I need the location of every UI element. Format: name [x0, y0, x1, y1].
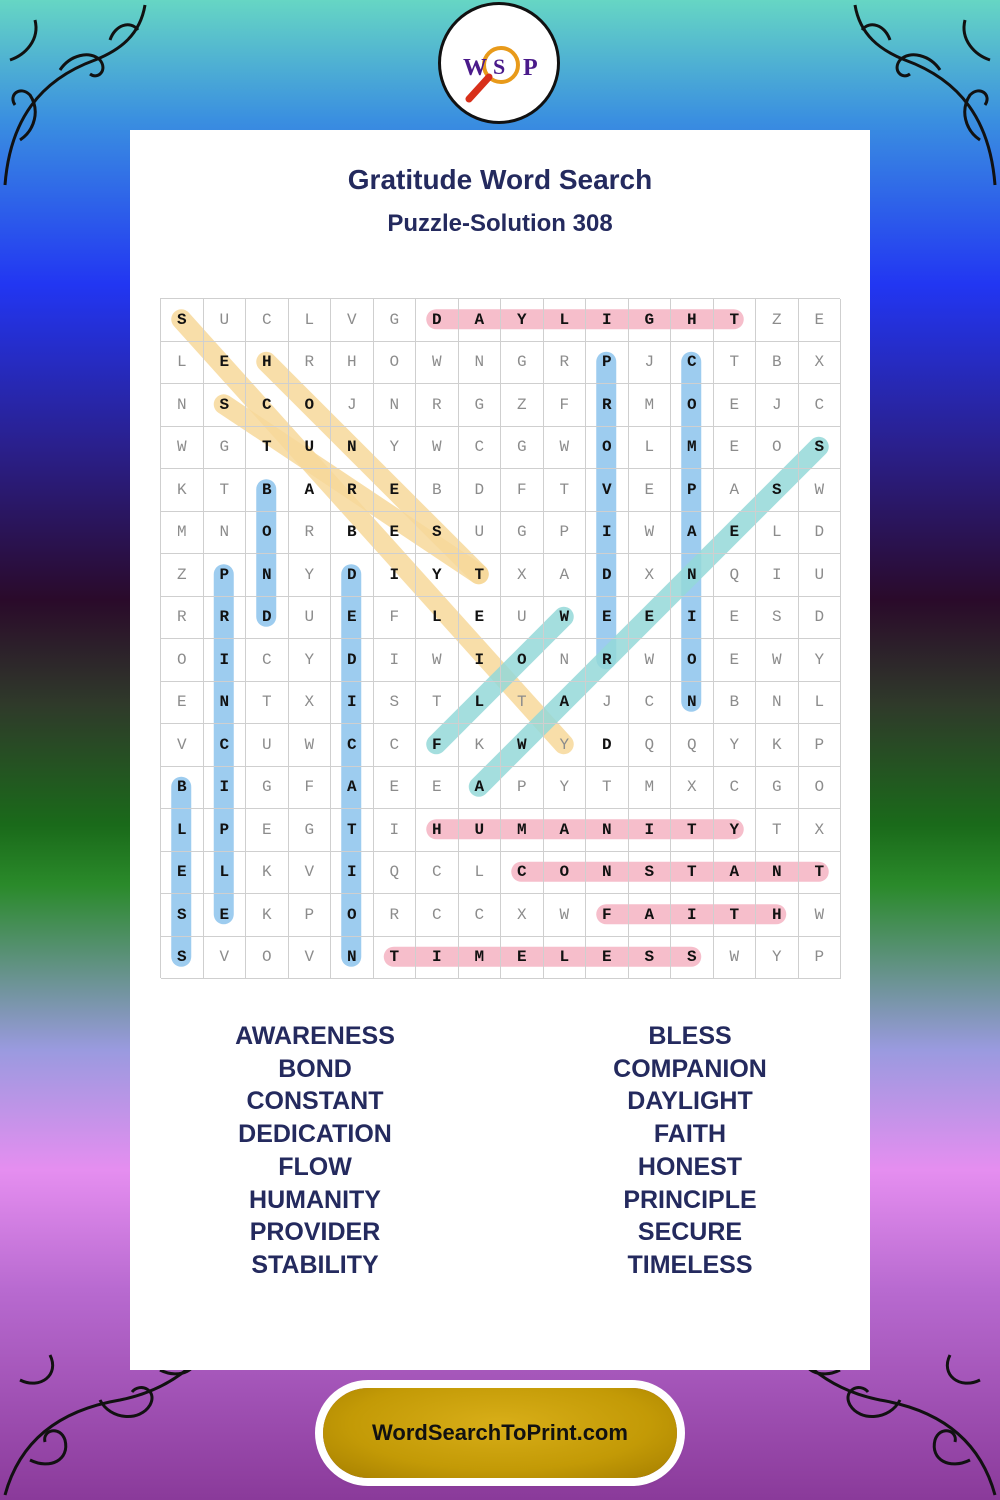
grid-cell[interactable]: N [586, 852, 629, 895]
grid-cell[interactable]: C [331, 724, 374, 767]
grid-cell[interactable]: R [204, 597, 247, 640]
grid-cell[interactable]: T [374, 937, 417, 980]
grid-cell[interactable]: Z [161, 554, 204, 597]
grid-cell[interactable]: K [161, 469, 204, 512]
grid-cell[interactable]: O [501, 639, 544, 682]
grid-cell[interactable]: E [714, 597, 757, 640]
grid-cell[interactable]: A [629, 894, 672, 937]
grid-cell[interactable]: N [246, 554, 289, 597]
grid-cell[interactable]: H [246, 342, 289, 385]
grid-cell[interactable]: N [331, 937, 374, 980]
grid-cell[interactable]: B [756, 342, 799, 385]
magnifier-logo-icon [441, 5, 557, 121]
word-list-item: DEDICATION [238, 1120, 392, 1149]
grid-cell[interactable]: M [161, 512, 204, 555]
grid-cell[interactable]: R [289, 342, 332, 385]
grid-cell[interactable]: E [586, 597, 629, 640]
grid-cell[interactable]: W [629, 512, 672, 555]
grid-cell[interactable]: W [544, 427, 587, 470]
grid-cell[interactable]: C [416, 852, 459, 895]
grid-cell[interactable]: N [374, 384, 417, 427]
grid-cell[interactable]: B [416, 469, 459, 512]
grid-cell[interactable]: O [246, 937, 289, 980]
grid-cell[interactable]: Y [501, 299, 544, 342]
grid-cell[interactable]: A [714, 852, 757, 895]
grid-cell[interactable]: A [671, 512, 714, 555]
grid-cell[interactable]: I [204, 767, 247, 810]
grid-cell[interactable]: X [501, 554, 544, 597]
grid-cell[interactable]: R [374, 894, 417, 937]
grid-cell[interactable]: E [714, 384, 757, 427]
logo-letter-s: S [493, 54, 506, 79]
grid-cell[interactable]: I [459, 639, 502, 682]
grid-cell[interactable]: A [544, 809, 587, 852]
grid-cell[interactable]: Y [714, 809, 757, 852]
grid-cell[interactable]: E [629, 469, 672, 512]
grid-cell[interactable]: G [501, 512, 544, 555]
grid-cell[interactable]: R [161, 597, 204, 640]
grid-cell[interactable]: Y [544, 767, 587, 810]
grid-cell[interactable]: U [289, 597, 332, 640]
grid-cell[interactable]: S [629, 852, 672, 895]
grid-cell[interactable]: S [671, 937, 714, 980]
grid-cell[interactable]: P [204, 554, 247, 597]
grid-cell[interactable]: L [459, 852, 502, 895]
grid-cell[interactable]: T [671, 852, 714, 895]
grid-cell[interactable]: C [416, 894, 459, 937]
grid-cell[interactable]: W [629, 639, 672, 682]
grid-cell[interactable]: R [331, 469, 374, 512]
word-list-item: FLOW [278, 1152, 352, 1181]
grid-cell[interactable]: E [501, 937, 544, 980]
grid-cell[interactable]: C [374, 724, 417, 767]
grid-cell[interactable]: I [204, 639, 247, 682]
word-list-item: HUMANITY [249, 1185, 381, 1214]
word-list-item: PRINCIPLE [623, 1185, 757, 1214]
grid-cell[interactable]: S [161, 937, 204, 980]
grid-cell[interactable]: F [374, 597, 417, 640]
word-list-item: BOND [278, 1054, 352, 1083]
grid-cell[interactable]: V [204, 937, 247, 980]
grid-cell[interactable]: E [161, 682, 204, 725]
word-list-item: TIMELESS [627, 1250, 753, 1279]
grid-cell[interactable]: O [671, 639, 714, 682]
grid-cell[interactable]: L [459, 682, 502, 725]
grid-cell[interactable]: C [714, 767, 757, 810]
grid-cell[interactable]: T [799, 852, 842, 895]
grid-cell[interactable]: P [204, 809, 247, 852]
grid-cell[interactable]: C [671, 342, 714, 385]
grid-cell[interactable]: Y [416, 554, 459, 597]
grid-cell[interactable]: T [501, 682, 544, 725]
grid-cell[interactable]: M [459, 937, 502, 980]
grid-cell[interactable]: Z [501, 384, 544, 427]
grid-cell[interactable]: B [161, 767, 204, 810]
word-list-item: COMPANION [613, 1054, 767, 1083]
grid-cell[interactable]: A [331, 767, 374, 810]
grid-cell[interactable]: E [161, 852, 204, 895]
grid-cell[interactable]: R [289, 512, 332, 555]
word-list-item: AWARENESS [235, 1022, 395, 1050]
grid-cell[interactable]: M [501, 809, 544, 852]
grid-cell[interactable]: W [289, 724, 332, 767]
grid-cell[interactable]: K [459, 724, 502, 767]
grid-cell[interactable]: V [586, 469, 629, 512]
grid-cell[interactable]: I [374, 639, 417, 682]
grid-cell[interactable]: D [799, 512, 842, 555]
grid-cell[interactable]: H [331, 342, 374, 385]
grid-cell[interactable]: E [714, 512, 757, 555]
grid-cell[interactable]: D [459, 469, 502, 512]
grid-cell[interactable]: U [459, 809, 502, 852]
grid-cell[interactable]: C [799, 384, 842, 427]
grid-cell[interactable]: O [246, 512, 289, 555]
grid-cell[interactable]: G [374, 299, 417, 342]
grid-cell[interactable]: V [289, 937, 332, 980]
grid-cell[interactable]: N [671, 554, 714, 597]
grid-cell[interactable]: W [416, 427, 459, 470]
grid-cell[interactable]: R [416, 384, 459, 427]
grid-cell[interactable]: T [671, 809, 714, 852]
grid-cell[interactable]: W [501, 724, 544, 767]
grid-cell[interactable]: C [246, 384, 289, 427]
grid-cell[interactable]: E [374, 469, 417, 512]
grid-cell[interactable]: F [586, 894, 629, 937]
letter-grid [160, 298, 840, 978]
grid-cell[interactable]: L [204, 852, 247, 895]
grid-cell[interactable]: T [586, 767, 629, 810]
grid-cell[interactable]: W [544, 597, 587, 640]
grid-cell[interactable]: C [629, 682, 672, 725]
grid-cell[interactable]: C [246, 299, 289, 342]
grid-cell[interactable]: G [246, 767, 289, 810]
grid-cell[interactable]: R [586, 384, 629, 427]
ornament-top-right [850, 0, 1000, 190]
grid-cell[interactable]: E [204, 894, 247, 937]
grid-cell[interactable]: T [246, 427, 289, 470]
grid-cell[interactable]: G [289, 809, 332, 852]
grid-cell[interactable]: S [756, 469, 799, 512]
grid-cell[interactable]: V [331, 299, 374, 342]
word-list-right [505, 1020, 875, 1282]
grid-cell[interactable]: G [459, 384, 502, 427]
grid-cell[interactable]: T [714, 342, 757, 385]
grid-cell[interactable]: R [586, 639, 629, 682]
word-list-item: CONSTANT [246, 1087, 384, 1116]
grid-cell[interactable]: J [629, 342, 672, 385]
grid-cell[interactable]: T [756, 809, 799, 852]
grid-cell[interactable]: P [799, 937, 842, 980]
grid-cell[interactable]: E [331, 597, 374, 640]
grid-cell[interactable]: S [416, 512, 459, 555]
grid-cell[interactable]: D [586, 554, 629, 597]
grid-cell[interactable]: L [544, 299, 587, 342]
grid-cell[interactable]: E [204, 342, 247, 385]
grid-cell[interactable]: N [671, 682, 714, 725]
grid-cell[interactable]: W [416, 342, 459, 385]
grid-cell[interactable]: Y [289, 554, 332, 597]
grid-cell[interactable]: N [204, 512, 247, 555]
grid-cell[interactable]: U [204, 299, 247, 342]
grid-cell[interactable]: I [331, 682, 374, 725]
grid-cell[interactable]: E [799, 299, 842, 342]
grid-cell[interactable]: J [586, 682, 629, 725]
grid-cell[interactable]: A [459, 299, 502, 342]
grid-cell[interactable]: W [799, 469, 842, 512]
grid-cell[interactable]: U [501, 597, 544, 640]
grid-cell[interactable]: O [331, 894, 374, 937]
puzzle-subtitle: Puzzle-Solution 308 [387, 210, 613, 237]
grid-cell[interactable]: Q [374, 852, 417, 895]
grid-cell[interactable]: O [586, 427, 629, 470]
grid-cell[interactable]: I [586, 299, 629, 342]
grid-cell[interactable]: G [629, 299, 672, 342]
grid-cell[interactable]: C [246, 639, 289, 682]
grid-cell[interactable]: H [416, 809, 459, 852]
grid-cell[interactable]: G [501, 342, 544, 385]
grid-cell[interactable]: Y [544, 724, 587, 767]
grid-cell[interactable]: Y [374, 427, 417, 470]
grid-cell[interactable]: I [671, 597, 714, 640]
grid-cell[interactable]: S [374, 682, 417, 725]
grid-cell[interactable]: E [629, 597, 672, 640]
grid-cell[interactable]: S [161, 299, 204, 342]
grid-cell[interactable]: Q [629, 724, 672, 767]
grid-cell[interactable]: E [416, 767, 459, 810]
grid-cell[interactable]: U [246, 724, 289, 767]
grid-cell[interactable]: I [331, 852, 374, 895]
grid-cell[interactable]: A [544, 682, 587, 725]
word-list-left [130, 1020, 500, 1282]
grid-cell[interactable]: E [459, 597, 502, 640]
grid-cell[interactable]: X [501, 894, 544, 937]
grid-cell[interactable]: W [416, 639, 459, 682]
grid-cell[interactable]: N [459, 342, 502, 385]
grid-cell[interactable]: L [544, 937, 587, 980]
grid-cell[interactable]: Y [756, 937, 799, 980]
grid-cell[interactable]: D [331, 554, 374, 597]
word-list-item: SECURE [637, 1218, 743, 1247]
wsp-logo[interactable] [438, 2, 560, 124]
grid-cell[interactable]: S [161, 894, 204, 937]
grid-cell[interactable]: P [586, 342, 629, 385]
grid-cell[interactable]: I [586, 512, 629, 555]
grid-cell[interactable]: L [289, 299, 332, 342]
grid-cell[interactable]: V [161, 724, 204, 767]
grid-cell[interactable]: L [799, 682, 842, 725]
grid-cell[interactable]: R [544, 342, 587, 385]
grid-cell[interactable]: P [289, 894, 332, 937]
puzzle-title: Gratitude Word Search [347, 164, 653, 195]
grid-cell[interactable]: Y [799, 639, 842, 682]
grid-cell[interactable]: D [246, 597, 289, 640]
word-list-item: FAITH [653, 1120, 727, 1149]
grid-cell[interactable]: O [799, 767, 842, 810]
grid-cell[interactable]: L [416, 597, 459, 640]
grid-cell[interactable]: F [544, 384, 587, 427]
grid-cell[interactable]: H [671, 299, 714, 342]
grid-cell[interactable]: P [501, 767, 544, 810]
grid-cell[interactable]: W [161, 427, 204, 470]
grid-cell[interactable]: E [374, 512, 417, 555]
grid-cell[interactable]: X [629, 554, 672, 597]
grid-cell[interactable]: L [161, 342, 204, 385]
grid-cell[interactable]: K [246, 894, 289, 937]
grid-cell[interactable]: N [161, 384, 204, 427]
grid-cell[interactable]: L [629, 427, 672, 470]
grid-cell[interactable]: S [204, 384, 247, 427]
grid-cell[interactable]: D [331, 639, 374, 682]
grid-cell[interactable]: X [289, 682, 332, 725]
grid-cell[interactable]: O [671, 384, 714, 427]
grid-cell[interactable]: W [714, 937, 757, 980]
grid-cell[interactable]: V [289, 852, 332, 895]
grid-cell[interactable]: P [799, 724, 842, 767]
grid-cell[interactable]: P [544, 512, 587, 555]
grid-cell[interactable]: E [374, 767, 417, 810]
grid-cell[interactable]: G [756, 767, 799, 810]
site-link-button[interactable] [323, 1388, 677, 1478]
grid-cell[interactable]: Q [714, 554, 757, 597]
grid-cell[interactable]: L [161, 809, 204, 852]
grid-cell[interactable]: G [204, 427, 247, 470]
grid-cell[interactable]: M [629, 384, 672, 427]
grid-cell[interactable]: Y [289, 639, 332, 682]
grid-cell[interactable]: N [331, 427, 374, 470]
grid-cell[interactable]: S [799, 427, 842, 470]
grid-cell[interactable]: E [246, 809, 289, 852]
logo-letter-w: W [463, 55, 487, 81]
grid-cell[interactable]: A [289, 469, 332, 512]
grid-cell[interactable]: X [799, 342, 842, 385]
grid-cell[interactable]: C [459, 427, 502, 470]
grid-cell[interactable]: C [501, 852, 544, 895]
grid-cell[interactable]: C [459, 894, 502, 937]
grid-cell[interactable]: K [246, 852, 289, 895]
grid-cell[interactable]: F [289, 767, 332, 810]
grid-cell[interactable]: T [331, 809, 374, 852]
word-list-item: HONEST [637, 1152, 743, 1181]
grid-cell[interactable]: N [586, 809, 629, 852]
grid-cell[interactable]: M [671, 427, 714, 470]
grid-cell[interactable]: E [714, 427, 757, 470]
site-link-label: WordSearchToPrint.com [372, 1420, 628, 1445]
grid-cell[interactable]: O [374, 342, 417, 385]
grid-cell[interactable]: T [246, 682, 289, 725]
grid-cell[interactable]: G [501, 427, 544, 470]
grid-cell[interactable]: P [671, 469, 714, 512]
grid-cell[interactable]: W [799, 894, 842, 937]
word-list-item: STABILITY [251, 1250, 379, 1279]
grid-cell[interactable]: J [756, 384, 799, 427]
grid-cell[interactable]: N [756, 852, 799, 895]
grid-cell[interactable]: I [374, 554, 417, 597]
grid-cell[interactable]: L [756, 512, 799, 555]
grid-cell[interactable]: W [544, 894, 587, 937]
grid-cell[interactable]: Q [671, 724, 714, 767]
grid-cell[interactable]: W [756, 639, 799, 682]
grid-cell[interactable]: U [459, 512, 502, 555]
grid-cell[interactable]: U [289, 427, 332, 470]
grid-cell[interactable]: D [799, 597, 842, 640]
grid-cell[interactable]: N [544, 639, 587, 682]
grid-cell[interactable]: I [416, 937, 459, 980]
grid-cell[interactable]: O [756, 427, 799, 470]
grid-cell[interactable]: X [799, 809, 842, 852]
word-list-item: BLESS [648, 1022, 732, 1050]
grid-cell[interactable]: I [671, 894, 714, 937]
grid-cell[interactable]: D [416, 299, 459, 342]
grid-cell[interactable]: K [756, 724, 799, 767]
grid-cell[interactable]: E [714, 639, 757, 682]
grid-cell[interactable]: E [586, 937, 629, 980]
grid-cell[interactable]: H [756, 894, 799, 937]
grid-cell[interactable]: I [629, 809, 672, 852]
grid-cell[interactable]: A [714, 469, 757, 512]
grid-cell[interactable]: O [544, 852, 587, 895]
grid-cell[interactable]: A [544, 554, 587, 597]
grid-cell[interactable]: B [714, 682, 757, 725]
grid-cell[interactable]: M [629, 767, 672, 810]
grid-cell[interactable]: S [629, 937, 672, 980]
grid-cell[interactable]: Y [714, 724, 757, 767]
grid-cell[interactable]: A [459, 767, 502, 810]
grid-cell[interactable]: S [756, 597, 799, 640]
grid-cell[interactable]: I [374, 809, 417, 852]
grid-cell[interactable]: X [671, 767, 714, 810]
grid-cell[interactable]: D [586, 724, 629, 767]
grid-cell[interactable]: T [416, 682, 459, 725]
grid-cell[interactable]: Z [756, 299, 799, 342]
grid-cell[interactable]: N [204, 682, 247, 725]
grid-cell[interactable]: C [204, 724, 247, 767]
grid-cell[interactable]: N [756, 682, 799, 725]
ornament-top-left [0, 0, 150, 190]
grid-cell[interactable]: F [416, 724, 459, 767]
grid-cell[interactable]: J [331, 384, 374, 427]
grid-cell[interactable]: B [331, 512, 374, 555]
word-list-item: PROVIDER [249, 1218, 381, 1247]
logo-letter-p: P [523, 55, 538, 81]
grid-cell[interactable]: F [501, 469, 544, 512]
grid-cell[interactable]: O [289, 384, 332, 427]
grid-cell[interactable]: B [246, 469, 289, 512]
grid-cell[interactable]: T [459, 554, 502, 597]
puzzle-card [130, 130, 870, 1370]
grid-cell[interactable]: O [161, 639, 204, 682]
grid-cell[interactable]: T [544, 469, 587, 512]
grid-cell[interactable]: T [714, 894, 757, 937]
grid-cell[interactable]: T [204, 469, 247, 512]
grid-cell[interactable]: U [799, 554, 842, 597]
grid-cell[interactable]: I [756, 554, 799, 597]
word-list-item: DAYLIGHT [627, 1087, 753, 1116]
grid-cell[interactable]: T [714, 299, 757, 342]
